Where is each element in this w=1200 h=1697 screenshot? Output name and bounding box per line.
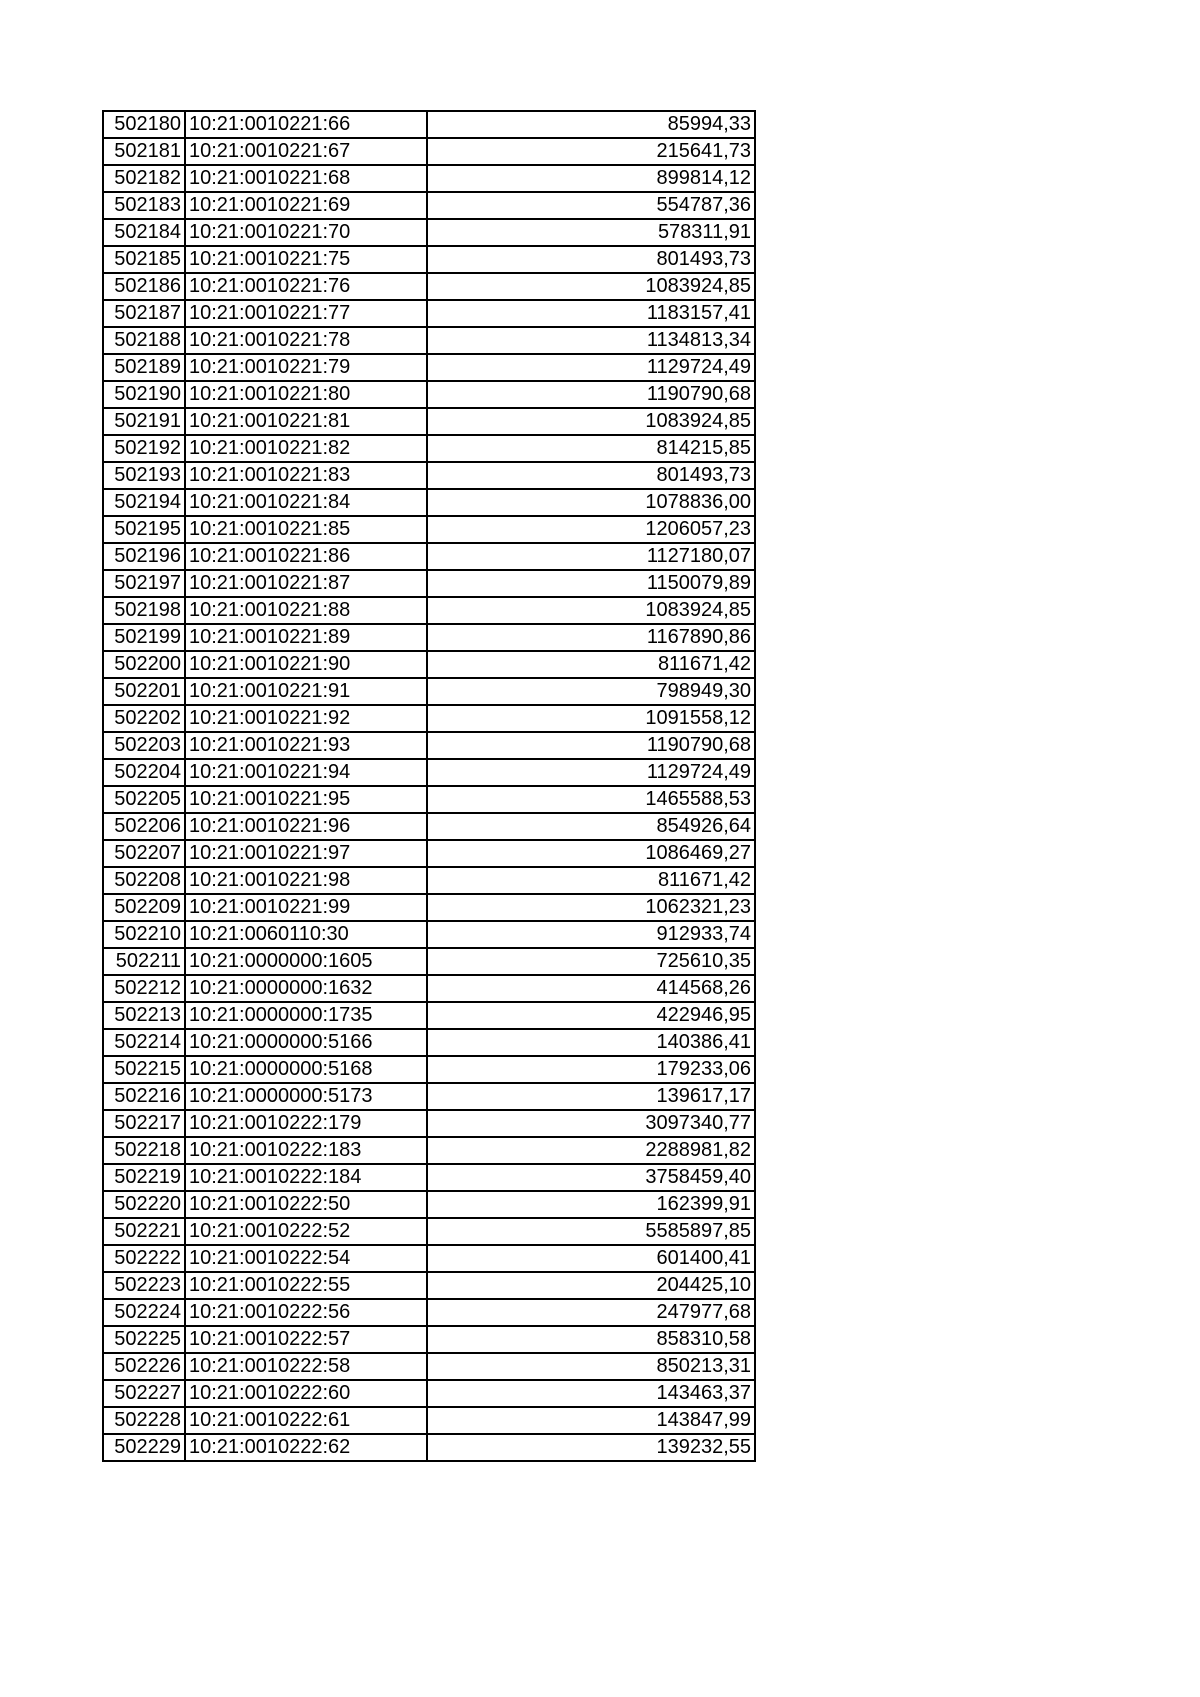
value-cell: 143463,37 bbox=[427, 1380, 755, 1407]
table-row bbox=[103, 111, 755, 138]
value-cell: 1083924,85 bbox=[427, 597, 755, 624]
table-row bbox=[103, 138, 755, 165]
table-row bbox=[103, 840, 755, 867]
row-id-cell: 502190 bbox=[103, 381, 185, 408]
table-row bbox=[103, 786, 755, 813]
table-row bbox=[103, 1191, 755, 1218]
table-row bbox=[103, 1056, 755, 1083]
cadastral-number-cell: 10:21:0010221:78 bbox=[185, 327, 427, 354]
cadastral-number-cell: 10:21:0010221:86 bbox=[185, 543, 427, 570]
value-cell: 162399,91 bbox=[427, 1191, 755, 1218]
cadastral-number-cell: 10:21:0010221:79 bbox=[185, 354, 427, 381]
cadastral-number-cell: 10:21:0010221:90 bbox=[185, 651, 427, 678]
value-cell: 725610,35 bbox=[427, 948, 755, 975]
value-cell: 1078836,00 bbox=[427, 489, 755, 516]
cadastral-number-cell: 10:21:0000000:1735 bbox=[185, 1002, 427, 1029]
cadastral-number-cell: 10:21:0010221:70 bbox=[185, 219, 427, 246]
value-cell: 414568,26 bbox=[427, 975, 755, 1002]
table-row bbox=[103, 543, 755, 570]
cadastral-number-cell: 10:21:0010221:77 bbox=[185, 300, 427, 327]
value-cell: 850213,31 bbox=[427, 1353, 755, 1380]
value-cell: 899814,12 bbox=[427, 165, 755, 192]
value-cell: 811671,42 bbox=[427, 651, 755, 678]
table-row bbox=[103, 327, 755, 354]
value-cell: 554787,36 bbox=[427, 192, 755, 219]
table-row bbox=[103, 1110, 755, 1137]
row-id-cell: 502207 bbox=[103, 840, 185, 867]
value-cell: 1206057,23 bbox=[427, 516, 755, 543]
table-row bbox=[103, 462, 755, 489]
cadastral-number-cell: 10:21:0010221:87 bbox=[185, 570, 427, 597]
row-id-cell: 502210 bbox=[103, 921, 185, 948]
cadastral-number-cell: 10:21:0010221:91 bbox=[185, 678, 427, 705]
row-id-cell: 502212 bbox=[103, 975, 185, 1002]
value-cell: 3758459,40 bbox=[427, 1164, 755, 1191]
cadastral-number-cell: 10:21:0010222:183 bbox=[185, 1137, 427, 1164]
value-cell: 2288981,82 bbox=[427, 1137, 755, 1164]
row-id-cell: 502184 bbox=[103, 219, 185, 246]
value-cell: 247977,68 bbox=[427, 1299, 755, 1326]
value-cell: 215641,73 bbox=[427, 138, 755, 165]
value-cell: 798949,30 bbox=[427, 678, 755, 705]
table-row bbox=[103, 651, 755, 678]
table-row bbox=[103, 165, 755, 192]
row-id-cell: 502218 bbox=[103, 1137, 185, 1164]
value-cell: 204425,10 bbox=[427, 1272, 755, 1299]
cadastral-number-cell: 10:21:0010221:97 bbox=[185, 840, 427, 867]
row-id-cell: 502187 bbox=[103, 300, 185, 327]
value-cell: 3097340,77 bbox=[427, 1110, 755, 1137]
cadastral-number-cell: 10:21:0010221:80 bbox=[185, 381, 427, 408]
cadastral-number-cell: 10:21:0000000:1605 bbox=[185, 948, 427, 975]
value-cell: 858310,58 bbox=[427, 1326, 755, 1353]
row-id-cell: 502188 bbox=[103, 327, 185, 354]
table-row bbox=[103, 1164, 755, 1191]
row-id-cell: 502181 bbox=[103, 138, 185, 165]
value-cell: 1190790,68 bbox=[427, 732, 755, 759]
value-cell: 1129724,49 bbox=[427, 759, 755, 786]
row-id-cell: 502198 bbox=[103, 597, 185, 624]
row-id-cell: 502201 bbox=[103, 678, 185, 705]
cadastral-number-cell: 10:21:0010221:93 bbox=[185, 732, 427, 759]
value-cell: 1465588,53 bbox=[427, 786, 755, 813]
cadastral-number-cell: 10:21:0010222:58 bbox=[185, 1353, 427, 1380]
row-id-cell: 502206 bbox=[103, 813, 185, 840]
cadastral-number-cell: 10:21:0010221:68 bbox=[185, 165, 427, 192]
cadastral-number-cell: 10:21:0000000:5166 bbox=[185, 1029, 427, 1056]
value-cell: 601400,41 bbox=[427, 1245, 755, 1272]
table-row bbox=[103, 1326, 755, 1353]
value-cell: 5585897,85 bbox=[427, 1218, 755, 1245]
value-cell: 1127180,07 bbox=[427, 543, 755, 570]
row-id-cell: 502192 bbox=[103, 435, 185, 462]
value-cell: 143847,99 bbox=[427, 1407, 755, 1434]
value-cell: 1134813,34 bbox=[427, 327, 755, 354]
cadastral-number-cell: 10:21:0010221:95 bbox=[185, 786, 427, 813]
table-row bbox=[103, 597, 755, 624]
value-cell: 139617,17 bbox=[427, 1083, 755, 1110]
table-row bbox=[103, 867, 755, 894]
table-row bbox=[103, 273, 755, 300]
row-id-cell: 502221 bbox=[103, 1218, 185, 1245]
table-row bbox=[103, 678, 755, 705]
value-cell: 139232,55 bbox=[427, 1434, 755, 1461]
cadastral-number-cell: 10:21:0010221:89 bbox=[185, 624, 427, 651]
cadastral-number-cell: 10:21:0010221:82 bbox=[185, 435, 427, 462]
cadastral-number-cell: 10:21:0010222:52 bbox=[185, 1218, 427, 1245]
cadastral-number-cell: 10:21:0010221:96 bbox=[185, 813, 427, 840]
cadastral-value-table bbox=[102, 110, 756, 1462]
row-id-cell: 502204 bbox=[103, 759, 185, 786]
cadastral-number-cell: 10:21:0010221:81 bbox=[185, 408, 427, 435]
row-id-cell: 502186 bbox=[103, 273, 185, 300]
row-id-cell: 502220 bbox=[103, 1191, 185, 1218]
cadastral-number-cell: 10:21:0010222:61 bbox=[185, 1407, 427, 1434]
cadastral-number-cell: 10:21:0010222:184 bbox=[185, 1164, 427, 1191]
cadastral-number-cell: 10:21:0010222:55 bbox=[185, 1272, 427, 1299]
cadastral-number-cell: 10:21:0010221:92 bbox=[185, 705, 427, 732]
cadastral-number-cell: 10:21:0010221:94 bbox=[185, 759, 427, 786]
table-row bbox=[103, 192, 755, 219]
cadastral-number-cell: 10:21:0010222:56 bbox=[185, 1299, 427, 1326]
table-row bbox=[103, 300, 755, 327]
row-id-cell: 502185 bbox=[103, 246, 185, 273]
row-id-cell: 502194 bbox=[103, 489, 185, 516]
table-row bbox=[103, 1218, 755, 1245]
value-cell: 422946,95 bbox=[427, 1002, 755, 1029]
row-id-cell: 502189 bbox=[103, 354, 185, 381]
value-cell: 1167890,86 bbox=[427, 624, 755, 651]
row-id-cell: 502196 bbox=[103, 543, 185, 570]
table-row bbox=[103, 408, 755, 435]
table-row bbox=[103, 1137, 755, 1164]
value-cell: 179233,06 bbox=[427, 1056, 755, 1083]
row-id-cell: 502215 bbox=[103, 1056, 185, 1083]
table-row bbox=[103, 948, 755, 975]
row-id-cell: 502227 bbox=[103, 1380, 185, 1407]
value-cell: 85994,33 bbox=[427, 111, 755, 138]
cadastral-number-cell: 10:21:0000000:5168 bbox=[185, 1056, 427, 1083]
cadastral-number-cell: 10:21:0010221:66 bbox=[185, 111, 427, 138]
value-cell: 854926,64 bbox=[427, 813, 755, 840]
table-row bbox=[103, 435, 755, 462]
cadastral-number-cell: 10:21:0010221:75 bbox=[185, 246, 427, 273]
row-id-cell: 502223 bbox=[103, 1272, 185, 1299]
cadastral-number-cell: 10:21:0010221:84 bbox=[185, 489, 427, 516]
row-id-cell: 502191 bbox=[103, 408, 185, 435]
row-id-cell: 502195 bbox=[103, 516, 185, 543]
row-id-cell: 502225 bbox=[103, 1326, 185, 1353]
value-cell: 1091558,12 bbox=[427, 705, 755, 732]
row-id-cell: 502214 bbox=[103, 1029, 185, 1056]
table-row bbox=[103, 381, 755, 408]
value-cell: 140386,41 bbox=[427, 1029, 755, 1056]
row-id-cell: 502180 bbox=[103, 111, 185, 138]
cadastral-number-cell: 10:21:0010222:57 bbox=[185, 1326, 427, 1353]
table-row bbox=[103, 489, 755, 516]
table-row bbox=[103, 759, 755, 786]
table-row bbox=[103, 705, 755, 732]
value-cell: 1062321,23 bbox=[427, 894, 755, 921]
row-id-cell: 502219 bbox=[103, 1164, 185, 1191]
table-row bbox=[103, 732, 755, 759]
cadastral-number-cell: 10:21:0010221:76 bbox=[185, 273, 427, 300]
row-id-cell: 502222 bbox=[103, 1245, 185, 1272]
cadastral-number-cell: 10:21:0010222:60 bbox=[185, 1380, 427, 1407]
row-id-cell: 502208 bbox=[103, 867, 185, 894]
cadastral-number-cell: 10:21:0010221:69 bbox=[185, 192, 427, 219]
value-cell: 1083924,85 bbox=[427, 273, 755, 300]
row-id-cell: 502216 bbox=[103, 1083, 185, 1110]
row-id-cell: 502193 bbox=[103, 462, 185, 489]
row-id-cell: 502200 bbox=[103, 651, 185, 678]
value-cell: 1190790,68 bbox=[427, 381, 755, 408]
table-row bbox=[103, 1299, 755, 1326]
value-cell: 801493,73 bbox=[427, 462, 755, 489]
value-cell: 1083924,85 bbox=[427, 408, 755, 435]
table-row bbox=[103, 624, 755, 651]
row-id-cell: 502205 bbox=[103, 786, 185, 813]
value-cell: 1129724,49 bbox=[427, 354, 755, 381]
cadastral-number-cell: 10:21:0010221:88 bbox=[185, 597, 427, 624]
table-row bbox=[103, 246, 755, 273]
value-cell: 811671,42 bbox=[427, 867, 755, 894]
cadastral-number-cell: 10:21:0010222:62 bbox=[185, 1434, 427, 1461]
row-id-cell: 502228 bbox=[103, 1407, 185, 1434]
row-id-cell: 502213 bbox=[103, 1002, 185, 1029]
value-cell: 814215,85 bbox=[427, 435, 755, 462]
table-row bbox=[103, 1407, 755, 1434]
cadastral-number-cell: 10:21:0010222:54 bbox=[185, 1245, 427, 1272]
cadastral-number-cell: 10:21:0010221:98 bbox=[185, 867, 427, 894]
table-row bbox=[103, 1245, 755, 1272]
row-id-cell: 502224 bbox=[103, 1299, 185, 1326]
row-id-cell: 502211 bbox=[103, 948, 185, 975]
table-row bbox=[103, 1272, 755, 1299]
row-id-cell: 502199 bbox=[103, 624, 185, 651]
row-id-cell: 502182 bbox=[103, 165, 185, 192]
row-id-cell: 502229 bbox=[103, 1434, 185, 1461]
value-cell: 801493,73 bbox=[427, 246, 755, 273]
table-row bbox=[103, 813, 755, 840]
cadastral-number-cell: 10:21:0060110:30 bbox=[185, 921, 427, 948]
table-row bbox=[103, 1002, 755, 1029]
row-id-cell: 502217 bbox=[103, 1110, 185, 1137]
cadastral-number-cell: 10:21:0010222:50 bbox=[185, 1191, 427, 1218]
table-row bbox=[103, 1434, 755, 1461]
cadastral-number-cell: 10:21:0010221:85 bbox=[185, 516, 427, 543]
table-row bbox=[103, 975, 755, 1002]
table-row bbox=[103, 921, 755, 948]
value-cell: 912933,74 bbox=[427, 921, 755, 948]
row-id-cell: 502197 bbox=[103, 570, 185, 597]
value-cell: 1183157,41 bbox=[427, 300, 755, 327]
cadastral-number-cell: 10:21:0010221:67 bbox=[185, 138, 427, 165]
row-id-cell: 502183 bbox=[103, 192, 185, 219]
row-id-cell: 502202 bbox=[103, 705, 185, 732]
table-row bbox=[103, 1029, 755, 1056]
value-cell: 1086469,27 bbox=[427, 840, 755, 867]
table-row bbox=[103, 219, 755, 246]
row-id-cell: 502209 bbox=[103, 894, 185, 921]
cadastral-number-cell: 10:21:0010221:83 bbox=[185, 462, 427, 489]
table-row bbox=[103, 1083, 755, 1110]
cadastral-number-cell: 10:21:0000000:1632 bbox=[185, 975, 427, 1002]
cadastral-number-cell: 10:21:0000000:5173 bbox=[185, 1083, 427, 1110]
table-row bbox=[103, 894, 755, 921]
cadastral-number-cell: 10:21:0010221:99 bbox=[185, 894, 427, 921]
table-row bbox=[103, 1380, 755, 1407]
table-row bbox=[103, 354, 755, 381]
table-row bbox=[103, 570, 755, 597]
row-id-cell: 502203 bbox=[103, 732, 185, 759]
cadastral-number-cell: 10:21:0010222:179 bbox=[185, 1110, 427, 1137]
table-row bbox=[103, 1353, 755, 1380]
value-cell: 1150079,89 bbox=[427, 570, 755, 597]
row-id-cell: 502226 bbox=[103, 1353, 185, 1380]
value-cell: 578311,91 bbox=[427, 219, 755, 246]
table-body bbox=[103, 111, 755, 1461]
table-row bbox=[103, 516, 755, 543]
